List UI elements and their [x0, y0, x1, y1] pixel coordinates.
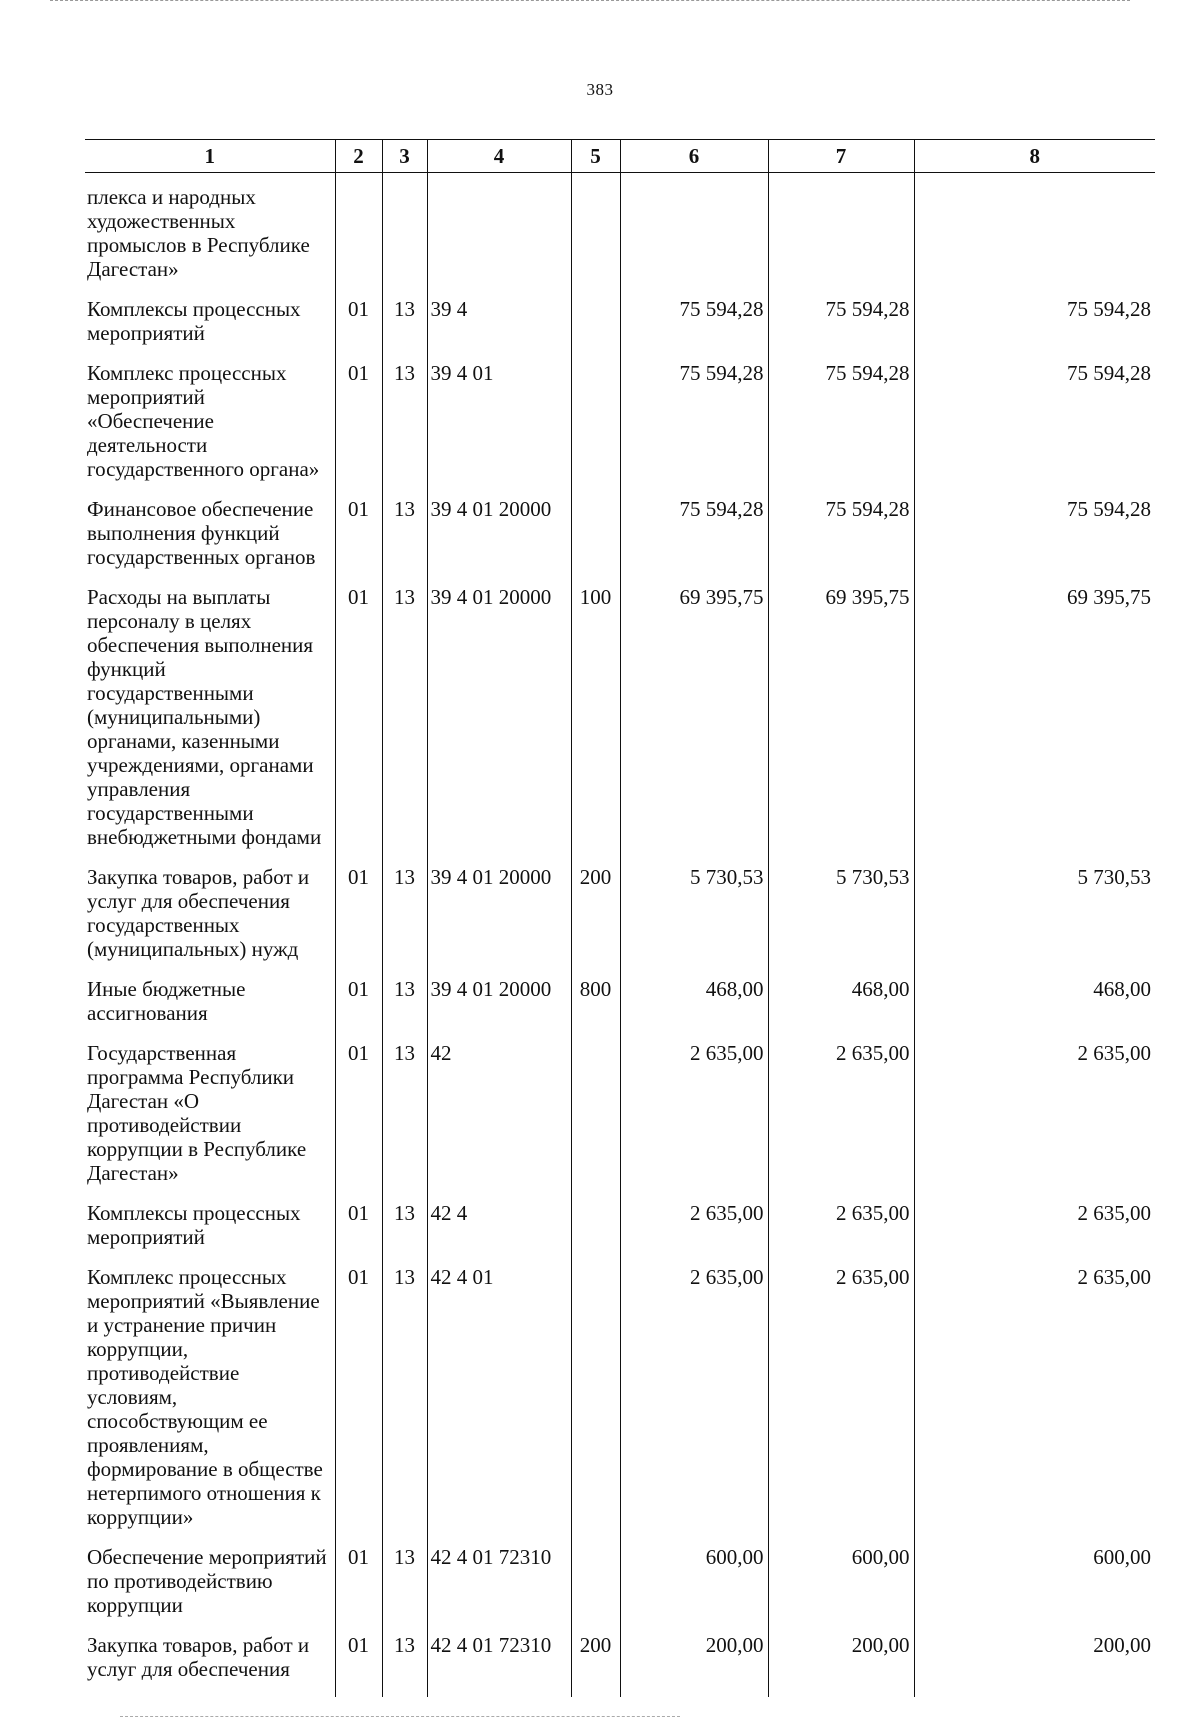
row-name: Обеспечение мероприятий по противодействию коррупции: [87, 1545, 327, 1617]
pr-cell: 13: [382, 585, 427, 865]
value-col6: 600,00: [620, 1545, 768, 1633]
vr-cell: [571, 497, 620, 585]
table-row: [85, 497, 1155, 585]
row-name: Расходы на выплаты персоналу в целях обеспечения выполнения функций государственными (муниципальными) органами, казенными учреждениями, органами управления государственными внебюджетными фондами: [87, 585, 322, 849]
value-col6: 2 635,00: [620, 1201, 768, 1265]
row-name: Комплексы процессных мероприятий: [87, 1201, 301, 1249]
csr-cell: [427, 173, 571, 298]
vr-cell: [571, 1201, 620, 1265]
pr-cell: 13: [382, 1545, 427, 1633]
row-name: Комплекс процессных мероприятий «Выявление и устранение причин коррупции, противодействие условиям, способствующим ее проявлениям, формирование в обществе нетерпимого отношения к коррупции»: [87, 1265, 323, 1529]
table-row: [85, 361, 1155, 497]
name-cell: [85, 173, 335, 298]
header-row: [85, 140, 1155, 173]
value-col6: 2 635,00: [620, 1041, 768, 1201]
pr-cell: 13: [382, 361, 427, 497]
rz-cell: 01: [335, 297, 382, 361]
table-row: [85, 977, 1155, 1041]
page-number: 383: [586, 80, 614, 99]
header-cell: 5: [571, 140, 620, 173]
value-col7: 2 635,00: [768, 1265, 914, 1545]
rz-cell: 01: [335, 585, 382, 865]
vr-cell: 800: [571, 977, 620, 1041]
value-col8: 2 635,00: [914, 1201, 1155, 1265]
value-col6: 69 395,75: [620, 585, 768, 865]
value-col6: 468,00: [620, 977, 768, 1041]
value-col7: 2 635,00: [768, 1201, 914, 1265]
value-col7: 75 594,28: [768, 361, 914, 497]
table-row: [85, 1265, 1155, 1545]
value-col7: [768, 173, 914, 298]
row-name: Закупка товаров, работ и услуг для обеспечения: [87, 1633, 310, 1681]
rz-cell: 01: [335, 1265, 382, 1545]
pr-cell: 13: [382, 1633, 427, 1697]
rz-cell: 01: [335, 1041, 382, 1201]
vr-cell: 100: [571, 585, 620, 865]
value-col6: [620, 173, 768, 298]
csr-cell: 39 4 01 20000: [427, 977, 571, 1041]
table-row: [85, 865, 1155, 977]
top-scan-rule: [50, 0, 1130, 1]
table-row: [85, 1633, 1155, 1697]
pr-cell: 13: [382, 1201, 427, 1265]
value-col8: 200,00: [914, 1633, 1155, 1697]
vr-cell: 200: [571, 1633, 620, 1697]
value-col6: 200,00: [620, 1633, 768, 1697]
value-col7: 75 594,28: [768, 497, 914, 585]
value-col8: 2 635,00: [914, 1265, 1155, 1545]
csr-cell: 39 4: [427, 297, 571, 361]
csr-cell: 42 4 01 72310: [427, 1545, 571, 1633]
rz-cell: 01: [335, 497, 382, 585]
vr-cell: [571, 1265, 620, 1545]
value-col8: [914, 173, 1155, 298]
rz-cell: 01: [335, 1201, 382, 1265]
row-name: Иные бюджетные ассигнования: [87, 977, 246, 1025]
value-col8: 75 594,28: [914, 297, 1155, 361]
value-col8: 468,00: [914, 977, 1155, 1041]
vr-cell: [571, 173, 620, 298]
header-cell: 1: [85, 140, 335, 173]
rz-cell: 01: [335, 1633, 382, 1697]
pr-cell: 13: [382, 497, 427, 585]
value-col8: 5 730,53: [914, 865, 1155, 977]
table-row: [85, 1545, 1155, 1633]
value-col7: 2 635,00: [768, 1041, 914, 1201]
row-name: Закупка товаров, работ и услуг для обеспечения государственных (муниципальных) нужд: [87, 865, 310, 961]
row-name: Комплексы процессных мероприятий: [87, 297, 301, 345]
value-col7: 75 594,28: [768, 297, 914, 361]
csr-cell: 39 4 01 20000: [427, 585, 571, 865]
rz-cell: 01: [335, 865, 382, 977]
value-col7: 200,00: [768, 1633, 914, 1697]
csr-cell: 42 4 01: [427, 1265, 571, 1545]
header-cell: 4: [427, 140, 571, 173]
header-cell: 2: [335, 140, 382, 173]
rz-cell: 01: [335, 977, 382, 1041]
table-row: [85, 173, 1155, 298]
header-cell: 7: [768, 140, 914, 173]
value-col6: 75 594,28: [620, 297, 768, 361]
table-row: [85, 585, 1155, 865]
table-row: [85, 1201, 1155, 1265]
bottom-scan-rule: [120, 1716, 680, 1717]
header-cell: 8: [914, 140, 1155, 173]
row-name: плекса и народных художественных промыслов в Республике Дагестан»: [87, 185, 310, 281]
table-row: [85, 1041, 1155, 1201]
vr-cell: 200: [571, 865, 620, 977]
row-name: Финансовое обеспечение выполнения функций государственных органов: [87, 497, 316, 569]
value-col8: 600,00: [914, 1545, 1155, 1633]
pr-cell: 13: [382, 977, 427, 1041]
value-col6: 75 594,28: [620, 497, 768, 585]
rz-cell: [335, 173, 382, 298]
pr-cell: [382, 173, 427, 298]
budget-table: [85, 139, 1155, 1697]
rz-cell: 01: [335, 1545, 382, 1633]
value-col8: 75 594,28: [914, 497, 1155, 585]
vr-cell: [571, 297, 620, 361]
pr-cell: 13: [382, 1265, 427, 1545]
pr-cell: 13: [382, 865, 427, 977]
value-col8: 75 594,28: [914, 361, 1155, 497]
csr-cell: 39 4 01: [427, 361, 571, 497]
row-name: Государственная программа Республики Дагестан «О противодействии коррупции в Республике Дагестан»: [87, 1041, 307, 1185]
header-cell: 3: [382, 140, 427, 173]
csr-cell: 42: [427, 1041, 571, 1201]
value-col6: 2 635,00: [620, 1265, 768, 1545]
csr-cell: 42 4 01 72310: [427, 1633, 571, 1697]
header-cell: 6: [620, 140, 768, 173]
vr-cell: [571, 361, 620, 497]
csr-cell: 39 4 01 20000: [427, 497, 571, 585]
pr-cell: 13: [382, 297, 427, 361]
value-col6: 75 594,28: [620, 361, 768, 497]
row-name: Комплекс процессных мероприятий «Обеспечение деятельности государственного органа»: [87, 361, 320, 481]
table-row: [85, 297, 1155, 361]
vr-cell: [571, 1041, 620, 1201]
value-col7: 600,00: [768, 1545, 914, 1633]
vr-cell: [571, 1545, 620, 1633]
value-col7: 5 730,53: [768, 865, 914, 977]
value-col8: 2 635,00: [914, 1041, 1155, 1201]
value-col7: 468,00: [768, 977, 914, 1041]
value-col6: 5 730,53: [620, 865, 768, 977]
csr-cell: 42 4: [427, 1201, 571, 1265]
value-col7: 69 395,75: [768, 585, 914, 865]
pr-cell: 13: [382, 1041, 427, 1201]
value-col8: 69 395,75: [914, 585, 1155, 865]
rz-cell: 01: [335, 361, 382, 497]
csr-cell: 39 4 01 20000: [427, 865, 571, 977]
